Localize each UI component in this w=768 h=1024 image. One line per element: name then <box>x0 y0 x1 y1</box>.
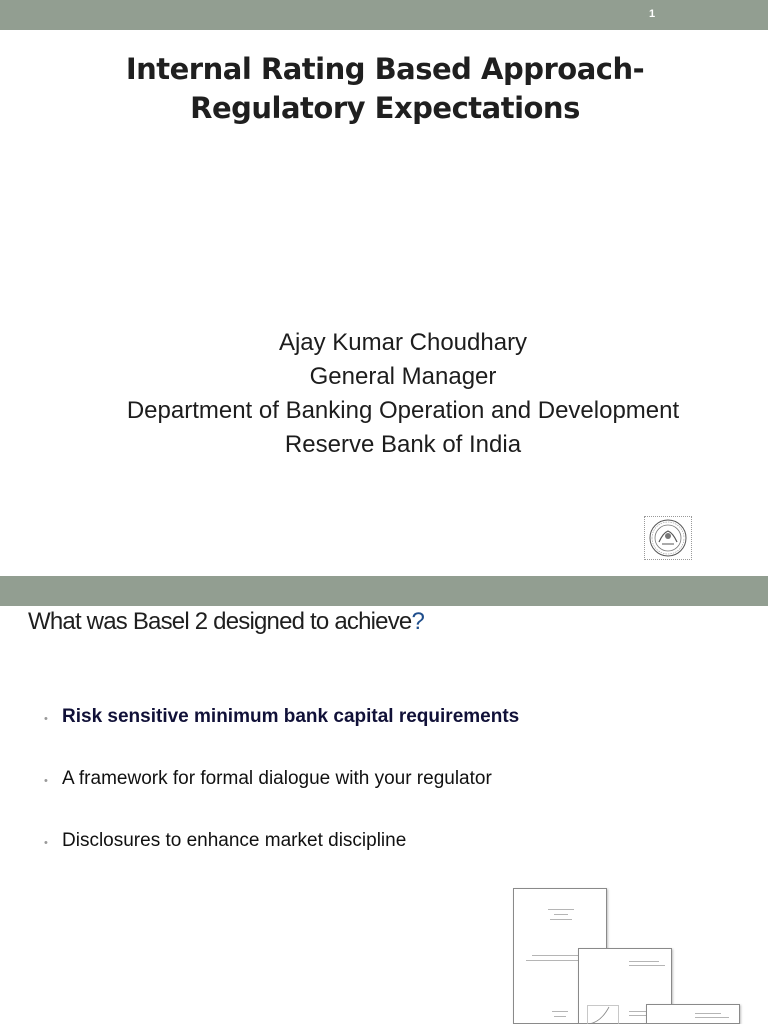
page-number: 1 <box>648 8 656 20</box>
bullet-dot-icon: • <box>44 713 48 725</box>
presenter-department: Department of Banking Operation and Development <box>126 397 680 424</box>
document-thumbnail <box>646 1004 740 1024</box>
slide-header-bar <box>0 576 768 606</box>
bullet-dot-icon: • <box>44 837 48 849</box>
bullet-text: A framework for formal dialogue with your regulator <box>62 768 492 789</box>
slide-title-line-1: Internal Rating Based Approach- <box>125 52 645 86</box>
slide-title <box>60 50 710 128</box>
slide-heading-question-mark: ? <box>411 608 425 635</box>
slide-header-bar <box>0 0 768 30</box>
presenter-name: Ajay Kumar Choudhary <box>278 329 528 356</box>
rbi-seal-icon <box>644 516 692 560</box>
presenter-block <box>60 326 746 462</box>
slide-heading-text: What was Basel 2 designed to achieve <box>28 608 412 635</box>
slide-title-line-2: Regulatory Expectations <box>190 91 580 125</box>
presenter-organization: Reserve Bank of India <box>284 431 522 458</box>
bullet-text: Risk sensitive minimum bank capital requirements <box>62 706 520 727</box>
basel-slide <box>0 576 768 1024</box>
slide-heading <box>28 608 424 636</box>
presenter-role: General Manager <box>309 363 497 390</box>
bullet-text: Disclosures to enhance market discipline <box>62 830 407 851</box>
bullet-dot-icon: • <box>44 775 48 787</box>
